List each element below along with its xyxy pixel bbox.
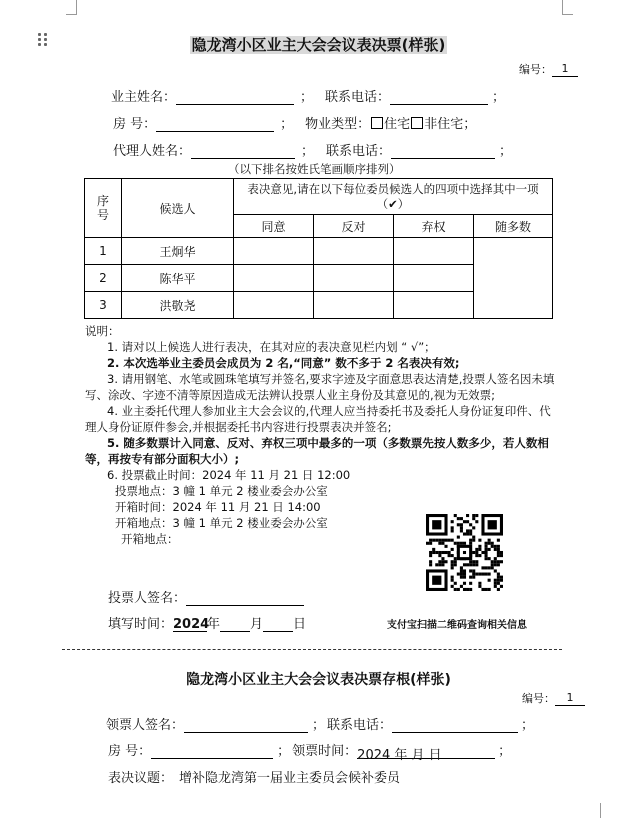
stub-topic-row: 表决议题： 增补隐龙湾第一届业主委员会候补委员 [108, 771, 401, 786]
qr-code-icon[interactable] [426, 514, 503, 591]
open-place-blank: 开箱地点： [121, 532, 179, 546]
voter-signature-field[interactable] [186, 591, 304, 606]
fill-month-field[interactable] [220, 617, 250, 632]
opinion-header: 表决意见,请在以下每位委员候选人的四项中选择其中一项（✔） [234, 179, 553, 215]
fill-day-field[interactable] [263, 617, 293, 632]
instructions-heading: 说明： [85, 324, 120, 338]
crop-mark-bottom-right [600, 803, 602, 818]
abstain-cell[interactable] [394, 238, 474, 265]
note-1: 1. 请对以上候选人进行表决，在其对应的表决意见栏内划 “ √”； [107, 340, 436, 354]
abstain-cell[interactable] [394, 265, 474, 292]
vote-table [84, 178, 553, 319]
candidate-name: 陈华平 [122, 265, 234, 292]
ballot-title: 隐龙湾小区业主大会会议表决票(样张) [191, 36, 446, 54]
note-6: 6. 投票截止时间：2024 年 11 月 21 日 12:00 [107, 468, 351, 482]
col-header-candidate: 候选人 [122, 179, 234, 238]
proxy-name-field[interactable] [191, 144, 295, 159]
residential-checkbox[interactable] [371, 117, 383, 129]
agree-cell[interactable] [234, 292, 314, 319]
proxy-phone-field[interactable] [391, 144, 495, 159]
owner-phone-field[interactable] [390, 90, 488, 105]
fill-year: 2024 [173, 617, 210, 632]
stub-phone-field[interactable] [392, 718, 518, 733]
stub-receiver-row: 领票人签名： ； 联系电话： ； [106, 718, 535, 733]
note-4: 4. 业主委托代理人参加业主大会会议的,代理人应当持委托书及委托人身份证复印件、代理人身份证原件参会,并根据委托书内容进行投票表决并签名; [85, 404, 551, 434]
row-number: 3 [85, 292, 122, 319]
table-row [85, 238, 553, 265]
qr-caption: 支付宝扫描二维码查询相关信息 [387, 620, 527, 631]
voter-signature-row: 投票人签名： [108, 587, 304, 606]
stub-room-row: 房 号： ； 领票时间：2024 年 月 日 ； [108, 744, 512, 763]
col-header-abstain: 弃权 [394, 215, 474, 238]
note-2: 2. 本次选举业主委员会成员为 2 名,“同意” 数不多于 2 名表决有效; [107, 356, 460, 370]
oppose-cell[interactable] [314, 292, 394, 319]
row-number: 2 [85, 265, 122, 292]
room-field[interactable] [156, 117, 274, 132]
stub-receive-time[interactable]: 2024 年 月 日 [357, 744, 495, 759]
crop-mark-top-left [66, 0, 77, 15]
vote-place: 投票地点：3 幢 1 单元 2 楼业委会办公室 [115, 484, 328, 498]
stub-title: 隐龙湾小区业主大会会议表决票存根(样张) [186, 672, 451, 688]
stub-room-field[interactable] [151, 744, 273, 759]
stub-serial-number: 编号： 1 [522, 690, 585, 706]
candidate-name: 王炯华 [122, 238, 234, 265]
col-header-agree: 同意 [234, 215, 314, 238]
row-number: 1 [85, 238, 122, 265]
candidate-name: 洪敬尧 [122, 292, 234, 319]
proxy-name-row: 代理人姓名： ； 联系电话： ； [113, 144, 513, 159]
agree-cell[interactable] [234, 238, 314, 265]
open-time: 开箱时间：2024 年 11 月 21 日 14:00 [115, 500, 321, 514]
col-header-oppose: 反对 [314, 215, 394, 238]
serial-number: 编号： 1 [519, 61, 578, 77]
open-place: 开箱地点：3 幢 1 单元 2 楼业委会办公室 [115, 516, 328, 530]
agree-cell[interactable] [234, 265, 314, 292]
note-3: 3. 请用钢笔、水笔或圆珠笔填写并签名,要求字迹及字面意思表达清楚,投票人签名因未填写、涂改、字迹不清等原因造成无法辨认投票人业主身份及其意见的,视为无效票; [85, 372, 555, 402]
owner-name-field[interactable] [176, 90, 294, 105]
non-residential-checkbox[interactable] [411, 117, 423, 129]
col-header-number: 序号 [85, 179, 122, 238]
stub-receiver-field[interactable] [184, 718, 308, 733]
fill-time-row: 填写时间：2024年 月 日 [108, 617, 307, 632]
note-5: 5. 随多数票计入同意、反对、弃权三项中最多的一项（多数票先按人数多少，若人数相等，再按专有部分面积大小）; [85, 436, 549, 466]
sort-note: （以下排名按姓氏笔画顺序排列） [228, 162, 401, 176]
owner-name-row: 业主姓名： ； 联系电话： ； [111, 90, 506, 105]
cut-line [62, 649, 562, 650]
abstain-cell[interactable] [394, 292, 474, 319]
oppose-cell[interactable] [314, 238, 394, 265]
room-row: 房 号： ； 物业类型： 住宅 非住宅； [113, 117, 477, 132]
oppose-cell[interactable] [314, 265, 394, 292]
col-header-follow-majority: 随多数 [474, 215, 553, 238]
crop-mark-top-right [562, 0, 573, 15]
follow-majority-cell[interactable] [474, 238, 553, 319]
